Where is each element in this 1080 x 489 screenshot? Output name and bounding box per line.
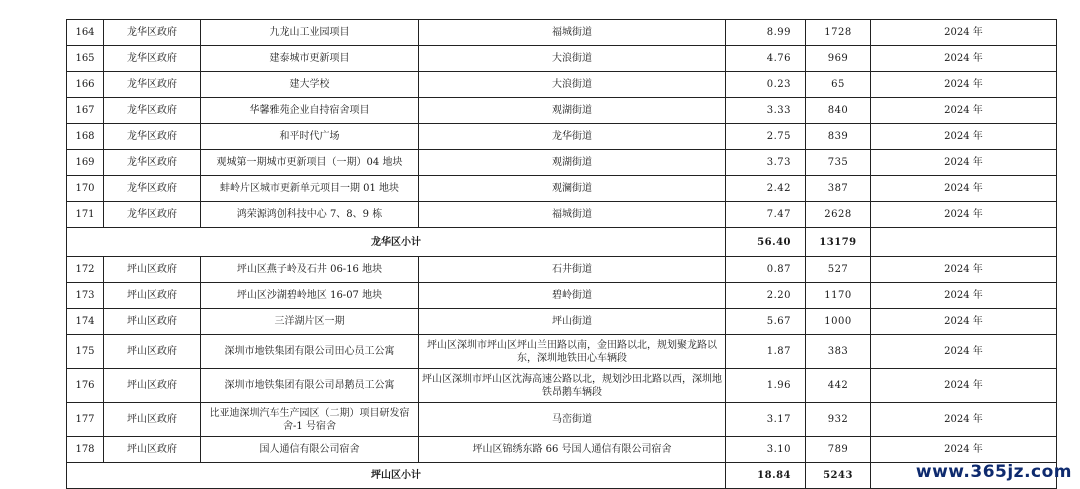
- unit-count-cell: 789: [806, 437, 871, 463]
- project-name-cell: 鸿荣源鸿创科技中心 7、8、9 栋: [201, 202, 419, 228]
- project-name-cell: 国人通信有限公司宿舍: [201, 437, 419, 463]
- government-cell: 坪山区政府: [104, 257, 201, 283]
- subtotal-area: 56.40: [726, 228, 806, 257]
- location-cell: 碧岭街道: [419, 283, 726, 309]
- project-name-cell: 坪山区燕子岭及石井 06-16 地块: [201, 257, 419, 283]
- location-cell: 大浪街道: [419, 46, 726, 72]
- location-cell: 坪山区深圳市坪山区坪山兰田路以南，金田路以北，规划聚龙路以东，深圳地铁田心车辆段: [419, 335, 726, 369]
- government-cell: 坪山区政府: [104, 309, 201, 335]
- year-cell: 2024 年: [871, 403, 1057, 437]
- location-cell: 观湖街道: [419, 150, 726, 176]
- area-cell: 3.73: [726, 150, 806, 176]
- row-number: 174: [67, 309, 104, 335]
- project-name-cell: 三洋湖片区一期: [201, 309, 419, 335]
- subtotal-row-longhua: [67, 228, 1057, 257]
- project-name-cell: 建大学校: [201, 72, 419, 98]
- row-number: 176: [67, 369, 104, 403]
- government-cell: 龙华区政府: [104, 72, 201, 98]
- table-row: [67, 150, 1057, 176]
- area-cell: 0.87: [726, 257, 806, 283]
- table-row: [67, 283, 1057, 309]
- row-number: 169: [67, 150, 104, 176]
- row-number: 175: [67, 335, 104, 369]
- area-cell: 2.42: [726, 176, 806, 202]
- project-name-cell: 观城第一期城市更新项目（一期）04 地块: [201, 150, 419, 176]
- location-cell: 坪山区锦绣东路 66 号国人通信有限公司宿舍: [419, 437, 726, 463]
- government-cell: 龙华区政府: [104, 46, 201, 72]
- table-row: [67, 369, 1057, 403]
- area-cell: 0.23: [726, 72, 806, 98]
- government-cell: 龙华区政府: [104, 124, 201, 150]
- year-cell: 2024 年: [871, 257, 1057, 283]
- location-cell: 石井街道: [419, 257, 726, 283]
- table-row: [67, 98, 1057, 124]
- year-cell: 2024 年: [871, 369, 1057, 403]
- unit-count-cell: 1170: [806, 283, 871, 309]
- area-cell: 1.87: [726, 335, 806, 369]
- table-row: [67, 176, 1057, 202]
- row-number: 177: [67, 403, 104, 437]
- government-cell: 龙华区政府: [104, 20, 201, 46]
- table-row: [67, 124, 1057, 150]
- year-cell: 2024 年: [871, 335, 1057, 369]
- location-cell: 福城街道: [419, 20, 726, 46]
- row-number: 171: [67, 202, 104, 228]
- unit-count-cell: 527: [806, 257, 871, 283]
- area-cell: 1.96: [726, 369, 806, 403]
- project-name-cell: 深圳市地铁集团有限公司昂鹅员工公寓: [201, 369, 419, 403]
- year-cell: 2024 年: [871, 20, 1057, 46]
- unit-count-cell: 839: [806, 124, 871, 150]
- unit-count-cell: 387: [806, 176, 871, 202]
- subtotal-year-empty: [871, 228, 1057, 257]
- subtotal-count: 5243: [806, 463, 871, 489]
- location-cell: 马峦街道: [419, 403, 726, 437]
- year-cell: 2024 年: [871, 46, 1057, 72]
- location-cell: 观湖街道: [419, 98, 726, 124]
- government-cell: 坪山区政府: [104, 403, 201, 437]
- year-cell: 2024 年: [871, 176, 1057, 202]
- year-cell: 2024 年: [871, 150, 1057, 176]
- area-cell: 3.17: [726, 403, 806, 437]
- location-cell: 坪山街道: [419, 309, 726, 335]
- location-cell: 坪山区深圳市坪山区沈海高速公路以北，规划沙田北路以西，深圳地铁昂鹅车辆段: [419, 369, 726, 403]
- table-row: [67, 46, 1057, 72]
- area-cell: 3.10: [726, 437, 806, 463]
- unit-count-cell: 735: [806, 150, 871, 176]
- site-watermark: www.365jz.com: [915, 462, 1072, 482]
- year-cell: 2024 年: [871, 283, 1057, 309]
- government-cell: 龙华区政府: [104, 98, 201, 124]
- year-cell: 2024 年: [871, 202, 1057, 228]
- government-cell: 龙华区政府: [104, 150, 201, 176]
- row-number: 166: [67, 72, 104, 98]
- subtotal-area: 18.84: [726, 463, 806, 489]
- project-name-cell: 九龙山工业园项目: [201, 20, 419, 46]
- government-cell: 坪山区政府: [104, 335, 201, 369]
- unit-count-cell: 383: [806, 335, 871, 369]
- unit-count-cell: 2628: [806, 202, 871, 228]
- government-cell: 龙华区政府: [104, 176, 201, 202]
- project-name-cell: 坪山区沙湖碧岭地区 16-07 地块: [201, 283, 419, 309]
- subtotal-label: 龙华区小计: [67, 228, 726, 257]
- area-cell: 7.47: [726, 202, 806, 228]
- table-row: [67, 20, 1057, 46]
- table-row: [67, 202, 1057, 228]
- project-name-cell: 华馨雅苑企业自持宿舍项目: [201, 98, 419, 124]
- project-name-cell: 蚌岭片区城市更新单元项目一期 01 地块: [201, 176, 419, 202]
- project-name-cell: 深圳市地铁集团有限公司田心员工公寓: [201, 335, 419, 369]
- government-cell: 坪山区政府: [104, 369, 201, 403]
- row-number: 170: [67, 176, 104, 202]
- government-cell: 坪山区政府: [104, 283, 201, 309]
- row-number: 178: [67, 437, 104, 463]
- area-cell: 8.99: [726, 20, 806, 46]
- area-cell: 4.76: [726, 46, 806, 72]
- table-row: [67, 335, 1057, 369]
- unit-count-cell: 65: [806, 72, 871, 98]
- unit-count-cell: 442: [806, 369, 871, 403]
- government-cell: 龙华区政府: [104, 202, 201, 228]
- year-cell: 2024 年: [871, 309, 1057, 335]
- table-row: [67, 257, 1057, 283]
- location-cell: 福城街道: [419, 202, 726, 228]
- area-cell: 2.20: [726, 283, 806, 309]
- row-number: 167: [67, 98, 104, 124]
- project-name-cell: 建泰城市更新项目: [201, 46, 419, 72]
- area-cell: 2.75: [726, 124, 806, 150]
- unit-count-cell: 969: [806, 46, 871, 72]
- year-cell: 2024 年: [871, 72, 1057, 98]
- year-cell: 2024 年: [871, 124, 1057, 150]
- project-name-cell: 比亚迪深圳汽车生产园区（二期）项目研发宿舍-1 号宿舍: [201, 403, 419, 437]
- year-cell: 2024 年: [871, 98, 1057, 124]
- unit-count-cell: 1728: [806, 20, 871, 46]
- unit-count-cell: 840: [806, 98, 871, 124]
- unit-count-cell: 1000: [806, 309, 871, 335]
- table-row: [67, 72, 1057, 98]
- subtotal-count: 13179: [806, 228, 871, 257]
- location-cell: 观澜街道: [419, 176, 726, 202]
- year-cell: 2024 年: [871, 437, 1057, 463]
- row-number: 172: [67, 257, 104, 283]
- housing-project-table: [66, 19, 1057, 489]
- location-cell: 龙华街道: [419, 124, 726, 150]
- subtotal-row-pingshan: [67, 463, 1057, 489]
- row-number: 164: [67, 20, 104, 46]
- table-row: [67, 437, 1057, 463]
- table-row: [67, 403, 1057, 437]
- project-name-cell: 和平时代广场: [201, 124, 419, 150]
- row-number: 173: [67, 283, 104, 309]
- unit-count-cell: 932: [806, 403, 871, 437]
- location-cell: 大浪街道: [419, 72, 726, 98]
- row-number: 168: [67, 124, 104, 150]
- government-cell: 坪山区政府: [104, 437, 201, 463]
- table-row: [67, 309, 1057, 335]
- subtotal-label: 坪山区小计: [67, 463, 726, 489]
- row-number: 165: [67, 46, 104, 72]
- area-cell: 3.33: [726, 98, 806, 124]
- area-cell: 5.67: [726, 309, 806, 335]
